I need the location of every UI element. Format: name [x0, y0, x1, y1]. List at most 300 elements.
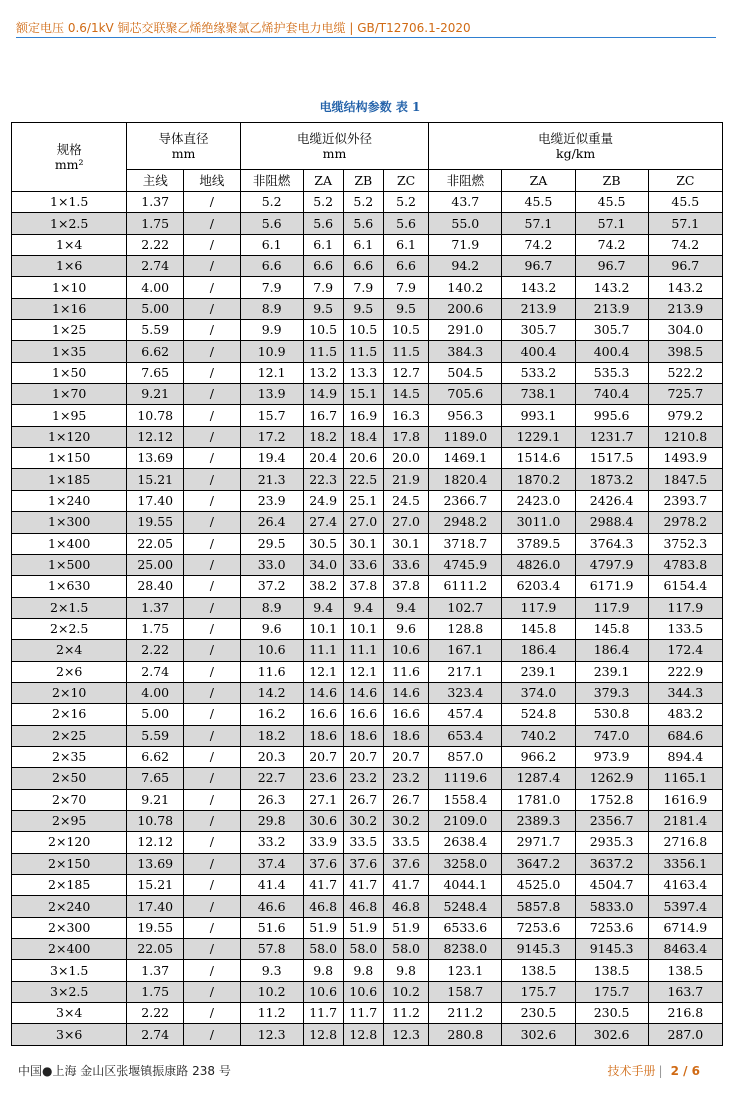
- cell-od-non-flame: 13.9: [240, 384, 303, 405]
- cell-wt-zc: 2393.7: [648, 490, 722, 511]
- cell-spec: 1×500: [12, 554, 127, 575]
- cell-wt-za: 738.1: [502, 384, 575, 405]
- cell-od-za: 18.6: [303, 725, 343, 746]
- cell-conductor-ground: /: [184, 725, 241, 746]
- cell-wt-za: 9145.3: [502, 939, 575, 960]
- cell-od-non-flame: 9.6: [240, 618, 303, 639]
- table-row: [12, 426, 723, 447]
- cell-spec: 3×1.5: [12, 960, 127, 981]
- cell-od-non-flame: 16.2: [240, 704, 303, 725]
- cell-wt-za: 3647.2: [502, 853, 575, 874]
- cell-conductor-main: 4.00: [127, 277, 184, 298]
- table-row: [12, 213, 723, 234]
- header-conductor-label: 导体直径: [158, 131, 209, 146]
- cell-spec: 2×4: [12, 640, 127, 661]
- cell-wt-zb: 2988.4: [575, 512, 648, 533]
- header-ground-wire: 地线: [184, 170, 241, 192]
- cell-wt-zc: 2978.2: [648, 512, 722, 533]
- cell-wt-non-flame: 504.5: [429, 362, 502, 383]
- cell-wt-non-flame: 705.6: [429, 384, 502, 405]
- cell-od-non-flame: 6.1: [240, 234, 303, 255]
- cell-od-zb: 20.7: [343, 746, 383, 767]
- cell-conductor-ground: /: [184, 917, 241, 938]
- cell-spec: 3×4: [12, 1003, 127, 1024]
- cell-conductor-ground: /: [184, 661, 241, 682]
- cell-od-zc: 23.2: [383, 768, 428, 789]
- cell-wt-zb: 213.9: [575, 298, 648, 319]
- cell-wt-zb: 239.1: [575, 661, 648, 682]
- cell-wt-zb: 6171.9: [575, 576, 648, 597]
- cell-wt-non-flame: 94.2: [429, 256, 502, 277]
- cell-spec: 2×25: [12, 725, 127, 746]
- cell-conductor-ground: /: [184, 853, 241, 874]
- cell-spec: 2×95: [12, 810, 127, 831]
- table-row: [12, 1003, 723, 1024]
- cell-wt-zb: 57.1: [575, 213, 648, 234]
- cell-wt-za: 74.2: [502, 234, 575, 255]
- cell-od-zb: 11.7: [343, 1003, 383, 1024]
- cell-conductor-ground: /: [184, 789, 241, 810]
- cell-od-zc: 14.6: [383, 682, 428, 703]
- cell-wt-zb: 5833.0: [575, 896, 648, 917]
- cell-wt-zb: 973.9: [575, 746, 648, 767]
- cell-od-zb: 37.8: [343, 576, 383, 597]
- cell-od-zb: 30.2: [343, 810, 383, 831]
- cell-spec: 2×120: [12, 832, 127, 853]
- header-od-zb: ZB: [343, 170, 383, 192]
- cell-wt-za: 6203.4: [502, 576, 575, 597]
- cell-od-zb: 26.7: [343, 789, 383, 810]
- cell-wt-non-flame: 211.2: [429, 1003, 502, 1024]
- cell-wt-non-flame: 4044.1: [429, 875, 502, 896]
- cell-wt-za: 1514.6: [502, 448, 575, 469]
- cell-wt-zb: 3764.3: [575, 533, 648, 554]
- cell-wt-za: 966.2: [502, 746, 575, 767]
- cell-od-zc: 33.5: [383, 832, 428, 853]
- cell-conductor-main: 6.62: [127, 341, 184, 362]
- table-row: [12, 640, 723, 661]
- table-row: [12, 1024, 723, 1045]
- footer-manual-label: 技术手册: [607, 1064, 656, 1078]
- header-spec-label: 规格: [56, 142, 82, 157]
- cell-wt-zb: 117.9: [575, 597, 648, 618]
- cell-wt-zc: 143.2: [648, 277, 722, 298]
- cell-wt-za: 1229.1: [502, 426, 575, 447]
- cell-spec: 1×16: [12, 298, 127, 319]
- cell-spec: 1×6: [12, 256, 127, 277]
- cell-od-zb: 37.6: [343, 853, 383, 874]
- cell-wt-zc: 222.9: [648, 661, 722, 682]
- cell-spec: 2×35: [12, 746, 127, 767]
- cell-od-non-flame: 10.6: [240, 640, 303, 661]
- cell-od-zb: 11.1: [343, 640, 383, 661]
- cell-conductor-ground: /: [184, 960, 241, 981]
- table-row: [12, 341, 723, 362]
- cell-wt-za: 57.1: [502, 213, 575, 234]
- cell-od-non-flame: 51.6: [240, 917, 303, 938]
- cell-od-non-flame: 5.6: [240, 213, 303, 234]
- cell-od-non-flame: 26.4: [240, 512, 303, 533]
- table-row: [12, 234, 723, 255]
- cell-od-non-flame: 5.2: [240, 192, 303, 213]
- cell-od-zc: 24.5: [383, 490, 428, 511]
- cell-od-za: 5.6: [303, 213, 343, 234]
- cell-wt-zc: 1847.5: [648, 469, 722, 490]
- cell-spec: 1×2.5: [12, 213, 127, 234]
- cell-od-non-flame: 29.8: [240, 810, 303, 831]
- cell-wt-za: 138.5: [502, 960, 575, 981]
- cell-od-non-flame: 8.9: [240, 597, 303, 618]
- cell-conductor-ground: /: [184, 490, 241, 511]
- cell-wt-za: 239.1: [502, 661, 575, 682]
- cell-conductor-main: 1.75: [127, 981, 184, 1002]
- table-row: [12, 469, 723, 490]
- cell-conductor-main: 1.37: [127, 192, 184, 213]
- cell-wt-non-flame: 167.1: [429, 640, 502, 661]
- cell-wt-zb: 96.7: [575, 256, 648, 277]
- cell-wt-zc: 216.8: [648, 1003, 722, 1024]
- cell-conductor-main: 9.21: [127, 789, 184, 810]
- cell-od-zb: 10.6: [343, 981, 383, 1002]
- cell-wt-za: 4826.0: [502, 554, 575, 575]
- cell-conductor-main: 17.40: [127, 490, 184, 511]
- cell-spec: 1×70: [12, 384, 127, 405]
- cell-conductor-ground: /: [184, 768, 241, 789]
- cell-spec: 2×150: [12, 853, 127, 874]
- cell-od-non-flame: 19.4: [240, 448, 303, 469]
- cell-conductor-main: 5.00: [127, 704, 184, 725]
- cell-spec: 2×400: [12, 939, 127, 960]
- cell-od-za: 14.6: [303, 682, 343, 703]
- table-row: [12, 682, 723, 703]
- cell-conductor-ground: /: [184, 192, 241, 213]
- cell-wt-zb: 1231.7: [575, 426, 648, 447]
- cell-wt-zc: 45.5: [648, 192, 722, 213]
- cell-od-zb: 22.5: [343, 469, 383, 490]
- cell-od-zc: 17.8: [383, 426, 428, 447]
- cell-od-za: 11.5: [303, 341, 343, 362]
- cell-od-zb: 20.6: [343, 448, 383, 469]
- cell-od-za: 12.1: [303, 661, 343, 682]
- cell-conductor-ground: /: [184, 618, 241, 639]
- cell-wt-zc: 6154.4: [648, 576, 722, 597]
- cell-od-za: 7.9: [303, 277, 343, 298]
- cell-od-non-flame: 33.2: [240, 832, 303, 853]
- cell-conductor-main: 19.55: [127, 917, 184, 938]
- cell-conductor-ground: /: [184, 1024, 241, 1045]
- cell-wt-zc: 96.7: [648, 256, 722, 277]
- cell-wt-non-flame: 123.1: [429, 960, 502, 981]
- cell-conductor-ground: /: [184, 1003, 241, 1024]
- cell-od-zb: 33.6: [343, 554, 383, 575]
- cell-conductor-ground: /: [184, 576, 241, 597]
- cell-od-zc: 26.7: [383, 789, 428, 810]
- cell-od-zc: 11.6: [383, 661, 428, 682]
- header-conductor-unit: mm: [171, 146, 196, 161]
- cell-wt-non-flame: 71.9: [429, 234, 502, 255]
- cell-wt-non-flame: 956.3: [429, 405, 502, 426]
- cell-conductor-main: 4.00: [127, 682, 184, 703]
- cell-spec: 2×1.5: [12, 597, 127, 618]
- cell-spec: 2×16: [12, 704, 127, 725]
- table-row: [12, 939, 723, 960]
- cell-conductor-ground: /: [184, 320, 241, 341]
- cell-wt-zb: 400.4: [575, 341, 648, 362]
- cell-conductor-ground: /: [184, 981, 241, 1002]
- cell-od-zc: 12.3: [383, 1024, 428, 1045]
- cell-od-zc: 33.6: [383, 554, 428, 575]
- cell-od-non-flame: 6.6: [240, 256, 303, 277]
- cable-spec-table: [11, 122, 723, 1046]
- cell-od-zb: 41.7: [343, 875, 383, 896]
- cell-od-zc: 20.0: [383, 448, 428, 469]
- cell-od-za: 14.9: [303, 384, 343, 405]
- cell-conductor-ground: /: [184, 832, 241, 853]
- cell-od-zb: 9.4: [343, 597, 383, 618]
- cell-wt-zc: 4163.4: [648, 875, 722, 896]
- cell-od-za: 27.4: [303, 512, 343, 533]
- cell-wt-za: 993.1: [502, 405, 575, 426]
- header-wt-non-flame: 非阻燃: [429, 170, 502, 192]
- cell-od-zb: 7.9: [343, 277, 383, 298]
- cell-od-zc: 5.2: [383, 192, 428, 213]
- cell-od-za: 18.2: [303, 426, 343, 447]
- cell-od-za: 20.7: [303, 746, 343, 767]
- cell-wt-non-flame: 1469.1: [429, 448, 502, 469]
- cell-od-zb: 12.1: [343, 661, 383, 682]
- cell-wt-zc: 213.9: [648, 298, 722, 319]
- cell-wt-non-flame: 6111.2: [429, 576, 502, 597]
- table-row: [12, 981, 723, 1002]
- cell-spec: 1×4: [12, 234, 127, 255]
- cell-od-zc: 10.2: [383, 981, 428, 1002]
- cell-spec: 1×240: [12, 490, 127, 511]
- cell-od-zb: 5.6: [343, 213, 383, 234]
- cell-wt-zb: 3637.2: [575, 853, 648, 874]
- cell-wt-zb: 740.4: [575, 384, 648, 405]
- cell-wt-zc: 8463.4: [648, 939, 722, 960]
- cell-od-zb: 58.0: [343, 939, 383, 960]
- cell-od-non-flame: 20.3: [240, 746, 303, 767]
- cell-conductor-ground: /: [184, 746, 241, 767]
- cell-wt-non-flame: 2948.2: [429, 512, 502, 533]
- cell-wt-zb: 74.2: [575, 234, 648, 255]
- cell-od-non-flame: 9.3: [240, 960, 303, 981]
- cell-wt-non-flame: 1820.4: [429, 469, 502, 490]
- table-row: [12, 362, 723, 383]
- cell-od-za: 6.6: [303, 256, 343, 277]
- cell-wt-non-flame: 323.4: [429, 682, 502, 703]
- cell-conductor-ground: /: [184, 405, 241, 426]
- cell-conductor-main: 2.22: [127, 1003, 184, 1024]
- header-weight-unit: kg/km: [556, 146, 596, 161]
- cell-od-zc: 16.3: [383, 405, 428, 426]
- cell-conductor-main: 10.78: [127, 810, 184, 831]
- cell-conductor-ground: /: [184, 341, 241, 362]
- cell-wt-za: 117.9: [502, 597, 575, 618]
- table-body: [12, 192, 723, 1046]
- cell-od-non-flame: 37.4: [240, 853, 303, 874]
- cell-conductor-main: 12.12: [127, 426, 184, 447]
- cell-wt-za: 145.8: [502, 618, 575, 639]
- cell-od-non-flame: 33.0: [240, 554, 303, 575]
- cell-conductor-main: 1.75: [127, 618, 184, 639]
- cell-od-za: 38.2: [303, 576, 343, 597]
- table-row: [12, 704, 723, 725]
- cell-wt-zb: 530.8: [575, 704, 648, 725]
- cell-spec: 1×35: [12, 341, 127, 362]
- cell-conductor-ground: /: [184, 597, 241, 618]
- table-row: [12, 384, 723, 405]
- cell-wt-zb: 4504.7: [575, 875, 648, 896]
- cell-conductor-main: 5.59: [127, 725, 184, 746]
- cell-od-zc: 9.8: [383, 960, 428, 981]
- cell-wt-zc: 3356.1: [648, 853, 722, 874]
- cell-wt-zc: 117.9: [648, 597, 722, 618]
- cell-wt-zb: 1262.9: [575, 768, 648, 789]
- cell-wt-non-flame: 3718.7: [429, 533, 502, 554]
- cell-wt-non-flame: 2109.0: [429, 810, 502, 831]
- cell-od-zb: 18.6: [343, 725, 383, 746]
- cell-od-non-flame: 14.2: [240, 682, 303, 703]
- cell-wt-za: 1781.0: [502, 789, 575, 810]
- cell-spec: 3×2.5: [12, 981, 127, 1002]
- cell-od-non-flame: 11.2: [240, 1003, 303, 1024]
- cell-od-zb: 12.8: [343, 1024, 383, 1045]
- cell-spec: 1×95: [12, 405, 127, 426]
- cell-wt-zc: 74.2: [648, 234, 722, 255]
- cell-od-za: 34.0: [303, 554, 343, 575]
- cell-wt-zc: 133.5: [648, 618, 722, 639]
- table-row: [12, 618, 723, 639]
- cell-wt-non-flame: 128.8: [429, 618, 502, 639]
- cell-wt-non-flame: 6533.6: [429, 917, 502, 938]
- table-row: [12, 554, 723, 575]
- cell-wt-zc: 304.0: [648, 320, 722, 341]
- cell-od-zb: 33.5: [343, 832, 383, 853]
- cell-od-za: 51.9: [303, 917, 343, 938]
- cell-od-zb: 16.6: [343, 704, 383, 725]
- table-row: [12, 661, 723, 682]
- cell-conductor-ground: /: [184, 426, 241, 447]
- cell-od-za: 11.1: [303, 640, 343, 661]
- cell-spec: 1×120: [12, 426, 127, 447]
- cell-conductor-ground: /: [184, 533, 241, 554]
- cell-od-zc: 18.6: [383, 725, 428, 746]
- cell-od-zb: 9.8: [343, 960, 383, 981]
- header-wt-za: ZA: [502, 170, 575, 192]
- cell-wt-za: 2971.7: [502, 832, 575, 853]
- cell-wt-non-flame: 384.3: [429, 341, 502, 362]
- cell-od-zc: 16.6: [383, 704, 428, 725]
- header-conductor: [127, 123, 240, 170]
- cell-conductor-main: 22.05: [127, 533, 184, 554]
- cell-wt-non-flame: 3258.0: [429, 853, 502, 874]
- cell-wt-za: 3789.5: [502, 533, 575, 554]
- cell-od-non-flame: 12.3: [240, 1024, 303, 1045]
- cell-od-non-flame: 29.5: [240, 533, 303, 554]
- table-row: [12, 405, 723, 426]
- cell-wt-zc: 172.4: [648, 640, 722, 661]
- cell-od-non-flame: 18.2: [240, 725, 303, 746]
- cell-od-za: 20.4: [303, 448, 343, 469]
- cell-od-za: 12.8: [303, 1024, 343, 1045]
- cell-od-zb: 11.5: [343, 341, 383, 362]
- table-row: [12, 576, 723, 597]
- cell-od-non-flame: 41.4: [240, 875, 303, 896]
- cell-wt-zc: 398.5: [648, 341, 722, 362]
- cell-od-zb: 46.8: [343, 896, 383, 917]
- header-spec: [12, 123, 127, 192]
- cell-od-zb: 25.1: [343, 490, 383, 511]
- cell-wt-zc: 138.5: [648, 960, 722, 981]
- table-row: [12, 448, 723, 469]
- cell-conductor-ground: /: [184, 362, 241, 383]
- cell-wt-za: 2389.3: [502, 810, 575, 831]
- cell-od-zc: 30.2: [383, 810, 428, 831]
- cell-conductor-main: 2.74: [127, 1024, 184, 1045]
- table-row: [12, 533, 723, 554]
- cell-od-zc: 12.7: [383, 362, 428, 383]
- header-outer-label: 电缆近似外径: [296, 131, 372, 146]
- cell-od-za: 13.2: [303, 362, 343, 383]
- cell-conductor-main: 5.00: [127, 298, 184, 319]
- cell-od-zc: 9.6: [383, 618, 428, 639]
- cell-wt-zc: 894.4: [648, 746, 722, 767]
- cell-od-zb: 9.5: [343, 298, 383, 319]
- cell-wt-za: 143.2: [502, 277, 575, 298]
- cell-wt-non-flame: 2366.7: [429, 490, 502, 511]
- cell-od-zc: 27.0: [383, 512, 428, 533]
- table-row: [12, 256, 723, 277]
- table-row: [12, 490, 723, 511]
- cell-wt-za: 1870.2: [502, 469, 575, 490]
- cell-spec: 3×6: [12, 1024, 127, 1045]
- cell-conductor-ground: /: [184, 682, 241, 703]
- cell-wt-non-flame: 457.4: [429, 704, 502, 725]
- header-od-non-flame: 非阻燃: [240, 170, 303, 192]
- cell-conductor-main: 1.37: [127, 597, 184, 618]
- cell-wt-non-flame: 140.2: [429, 277, 502, 298]
- cell-od-zb: 15.1: [343, 384, 383, 405]
- cell-wt-zc: 4783.8: [648, 554, 722, 575]
- cell-od-zc: 9.4: [383, 597, 428, 618]
- cell-wt-za: 305.7: [502, 320, 575, 341]
- cell-conductor-ground: /: [184, 448, 241, 469]
- cell-od-non-flame: 46.6: [240, 896, 303, 917]
- cell-wt-non-flame: 200.6: [429, 298, 502, 319]
- cell-wt-non-flame: 1189.0: [429, 426, 502, 447]
- cell-wt-non-flame: 55.0: [429, 213, 502, 234]
- cell-od-zc: 58.0: [383, 939, 428, 960]
- cell-wt-za: 2423.0: [502, 490, 575, 511]
- cell-wt-zb: 138.5: [575, 960, 648, 981]
- cell-wt-zc: 2716.8: [648, 832, 722, 853]
- cell-od-zb: 14.6: [343, 682, 383, 703]
- cell-od-zc: 30.1: [383, 533, 428, 554]
- table-row: [12, 192, 723, 213]
- cell-conductor-main: 15.21: [127, 469, 184, 490]
- header-weight: [429, 123, 723, 170]
- cell-wt-za: 7253.6: [502, 917, 575, 938]
- cell-conductor-main: 28.40: [127, 576, 184, 597]
- cell-od-zc: 9.5: [383, 298, 428, 319]
- cell-od-zc: 41.7: [383, 875, 428, 896]
- cell-od-non-flame: 10.9: [240, 341, 303, 362]
- table-row: [12, 298, 723, 319]
- footer-separator: |: [658, 1064, 663, 1078]
- cell-spec: 2×50: [12, 768, 127, 789]
